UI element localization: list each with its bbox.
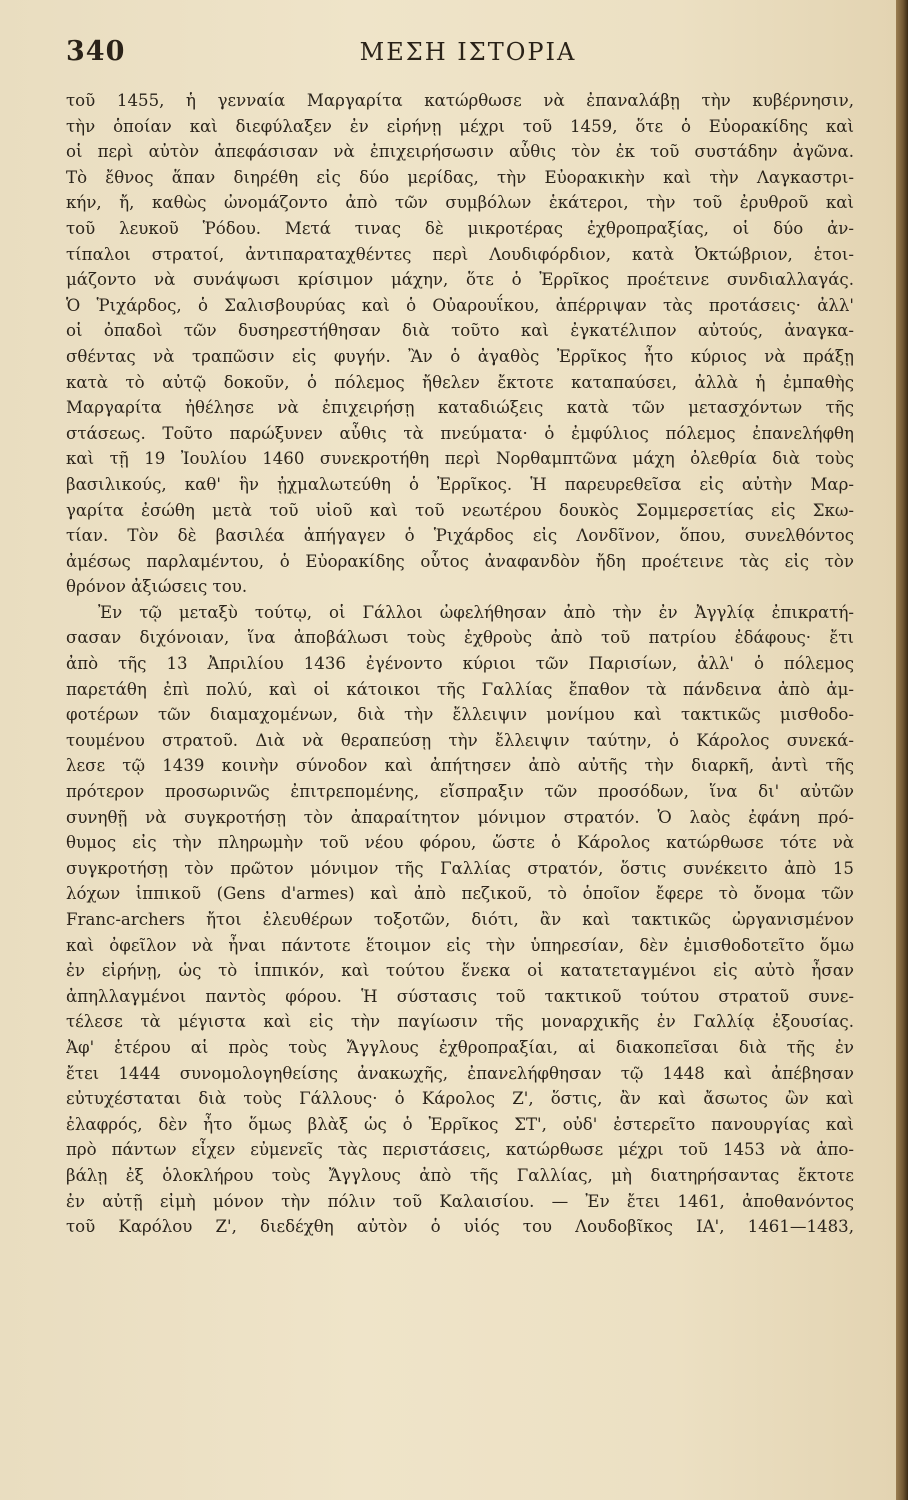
text-line: τοῦ Καρόλου Ζ', διεδέχθη αὐτὸν ὁ υἱός του Λουδοβῖκος ΙΑ', 1461—1483,: [66, 1217, 854, 1237]
text-line: πρότερον προσωρινῶς ἐπιτρεπομένης, εἴσπραξιν τῶν προσόδων, ἵνα δι' αὐτῶν: [66, 782, 854, 802]
text-line: Ἐν τῷ μεταξὺ τούτῳ, οἱ Γάλλοι ὠφελήθησαν ἀπὸ τὴν ἐν Ἀγγλίᾳ ἐπικρατή-: [98, 602, 854, 622]
text-line: τοῦ 1455, ἡ γενναία Μαργαρίτα κατώρθωσε νὰ ἐπαναλάβῃ τὴν κυβέρνησιν,: [66, 91, 854, 110]
text-line: συνηθῇ νὰ συγκροτήσῃ τὸν ἀπαραίτητον μόνιμον στρατόν. Ὁ λαὸς ἐφάνη πρό-: [66, 807, 854, 827]
text-line: σθέντας νὰ τραπῶσιν εἰς φυγήν. Ἂν ὁ ἀγαθὸς Ἐρρῖκος ἦτο κύριος νὰ πράξῃ: [66, 346, 854, 366]
text-line: στάσεως. Τοῦτο παρώξυνεν αὖθις τὰ πνεύματα· ὁ ἐμφύλιος πόλεμος ἐπανελήφθη: [66, 423, 854, 443]
text-line: βασιλικούς, καθ' ἣν ᾐχμαλωτεύθη ὁ Ἐρρῖκος. Ἡ παρευρεθεῖσα εἰς αὐτὴν Μαρ-: [66, 474, 854, 494]
text-line: Ἀφ' ἑτέρου αἱ πρὸς τοὺς Ἄγγλους ἐχθροπραξίαι, αἱ διακοπεῖσαι διὰ τῆς ἐν: [66, 1037, 854, 1057]
text-line: θυμος εἰς τὴν πληρωμὴν τοῦ νέου φόρου, ὥστε ὁ Κάρολος κατώρθωσε τότε νὰ: [66, 833, 854, 853]
text-line: ἀπηλλαγμένοι παντὸς φόρου. Ἡ σύστασις τοῦ τακτικοῦ τούτου στρατοῦ συνε-: [66, 986, 854, 1006]
text-line: σασαν διχόνοιαν, ἵνα ἀποβάλωσι τοὺς ἐχθροὺς ἀπὸ τοῦ πατρίου ἐδάφους· ἔτι: [66, 628, 854, 648]
text-line: παρετάθη ἐπὶ πολύ, καὶ οἱ κάτοικοι τῆς Γαλλίας ἔπαθον τὰ πάνδεινα ἀπὸ ἀμ-: [66, 679, 854, 699]
text-line: πρὸ πάντων εἶχεν εὐμενεῖς τὰς περιστάσεις, κατώρθωσε μέχρι τοῦ 1453 νὰ ἀπο-: [66, 1140, 854, 1160]
text-line: λεσε τῷ 1439 κοινὴν σύνοδον καὶ ἀπήτησεν ἀπὸ αὐτῆς τὴν διαρκῆ, ἀντὶ τῆς: [66, 756, 854, 776]
text-line: φοτέρων τῶν διαμαχομένων, διὰ τὴν ἔλλειψιν μονίμου καὶ τακτικῶς μισθοδο-: [66, 705, 854, 725]
text-line: εὐτυχέσταται διὰ τοὺς Γάλλους· ὁ Κάρολος Ζ', ὅστις, ἂν καὶ ἄσωτος ὢν καὶ: [66, 1089, 854, 1109]
text-line: τοῦ λευκοῦ Ῥόδου. Μετά τινας δὲ μικροτέρας ἐχθροπραξίας, οἱ δύο ἀν-: [66, 218, 854, 238]
text-line: Ὁ Ῥιχάρδος, ὁ Σαλισβουρύας καὶ ὁ Οὐαρουΐκου, ἀπέρριψαν τὰς προτάσεις· ἀλλ': [66, 295, 854, 315]
body-text: [66, 88, 854, 1240]
text-line: μάζοντο νὰ συνάψωσι κρίσιμον μάχην, ὅτε ὁ Ἐρρῖκος προέτεινε συνδιαλλαγάς.: [66, 270, 854, 290]
text-line: κατὰ τὸ αὐτῷ δοκοῦν, ὁ πόλεμος ἤθελεν ἔκτοτε καταπαύσει, ἀλλὰ ἡ ἐμπαθὴς: [66, 372, 854, 392]
text-line: κήν, ἤ, καθὼς ὠνομάζοντο ἀπὸ τῶν συμβόλων ἑκάτεροι, τὴν τοῦ ἐρυθροῦ καὶ: [66, 193, 854, 213]
text-line: τίπαλοι στρατοί, ἀντιπαραταχθέντες περὶ Λουδιφόρδιον, κατὰ Ὀκτώβριον, ἑτοι-: [66, 244, 854, 264]
text-line: Μαργαρίτα ἠθέλησε νὰ ἐπιχειρήσῃ καταδιώξεις κατὰ τῶν μετασχόντων τῆς: [66, 398, 854, 418]
text-line: συγκροτήσῃ τὸν πρῶτον μόνιμον τῆς Γαλλίας στρατόν, ὅστις συνέκειτο ἀπὸ 15: [66, 858, 854, 878]
text-line: λόχων ἱππικοῦ (Gens d'armes) καὶ ἀπὸ πεζικοῦ, τὸ ὁποῖον ἔφερε τὸ ὄνομα τῶν: [66, 884, 854, 904]
text-line: θρόνον ἀξιώσεις του.: [66, 577, 248, 597]
running-title: ΜΕΣΗ ΙΣΤΟΡΙΑ: [359, 38, 577, 66]
text-line: καὶ ὀφεῖλον νὰ ἦναι πάντοτε ἕτοιμον εἰς τὴν ὑπηρεσίαν, δὲν ἐμισθοδοτεῖτο ὅμω: [66, 935, 854, 955]
text-line: ἔτει 1444 συνομολογηθείσης ἀνακωχῆς, ἐπανελήφθησαν τῷ 1448 καὶ ἀπέβησαν: [66, 1063, 854, 1083]
text-line: τίαν. Τὸν δὲ βασιλέα ἀπήγαγεν ὁ Ῥιχάρδος εἰς Λονδῖνον, ὅπου, συνελθόντος: [66, 526, 854, 546]
text-line: καὶ τῇ 19 Ἰουλίου 1460 συνεκροτήθη περὶ Νορθαμπτῶνα μάχη ὀλεθρία διὰ τοὺς: [66, 449, 854, 469]
text-line: γαρίτα ἐσώθη μετὰ τοῦ υἱοῦ καὶ τοῦ νεωτέρου δουκὸς Σομμερσετίας εἰς Σκω-: [66, 500, 854, 520]
text-line: οἱ ὀπαδοὶ τῶν δυσηρεστήθησαν διὰ τοῦτο καὶ ἐγκατέλιπον αὐτούς, ἀναγκα-: [66, 321, 854, 341]
text-line: τὴν ὁποίαν καὶ διεφύλαξεν ἐν εἰρήνῃ μέχρι τοῦ 1459, ὅτε ὁ Εὐορακίδης καὶ: [66, 116, 854, 136]
text-line: ἀμέσως παρλαμέντου, ὁ Εὐορακίδης οὗτος ἀναφανδὸν ἤδη προέτεινε τὰς εἰς τὸν: [66, 551, 854, 571]
text-line: ἐν αὐτῇ εἰμὴ μόνον τὴν πόλιν τοῦ Καλαισίου. — Ἐν ἔτει 1461, ἀποθανόντος: [66, 1191, 854, 1211]
text-line: τέλεσε τὰ μέγιστα καὶ εἰς τὴν παγίωσιν τῆς μοναρχικῆς ἐν Γαλλίᾳ ἐξουσίας.: [66, 1012, 854, 1032]
text-line: Τὸ ἔθνος ἅπαν διηρέθη εἰς δύο μερίδας, τὴν Εὐορακικὴν καὶ τὴν Λαγκαστρι-: [66, 167, 854, 187]
text-line: τουμένου στρατοῦ. Διὰ νὰ θεραπεύσῃ τὴν ἔλλειψιν ταύτην, ὁ Κάρολος συνεκά-: [66, 730, 854, 750]
text-line: βάλῃ ἐξ ὁλοκλήρου τοὺς Ἄγγλους ἀπὸ τῆς Γαλλίας, μὴ διατηρήσαντας ἔκτοτε: [66, 1165, 854, 1185]
page-number: 340: [66, 36, 126, 67]
text-line: ἐλαφρός, δὲν ἦτο ὅμως βλὰξ ὡς ὁ Ἐρρῖκος ΣΤ', οὐδ' ἐστερεῖτο πανουργίας καὶ: [66, 1114, 854, 1134]
text-line: οἱ περὶ αὐτὸν ἀπεφάσισαν νὰ ἐπιχειρήσωσιν αὖθις τὸν ἐκ τοῦ συστάδην ἀγῶνα.: [66, 142, 854, 162]
text-line: Franc-archers ἤτοι ἐλευθέρων τοξοτῶν, διότι, ἂν καὶ τακτικῶς ὠργανισμένον: [66, 910, 854, 929]
page-edge: [896, 0, 908, 1500]
text-line: ἐν εἰρήνῃ, ὡς τὸ ἱππικόν, καὶ τούτου ἕνεκα οἱ κατατεταγμένοι εἰς αὐτὸ ἦσαν: [66, 961, 854, 981]
page-header: [58, 36, 878, 76]
text-line: ἀπὸ τῆς 13 Ἀπριλίου 1436 ἐγένοντο κύριοι τῶν Παρισίων, ἀλλ' ὁ πόλεμος: [66, 654, 854, 674]
